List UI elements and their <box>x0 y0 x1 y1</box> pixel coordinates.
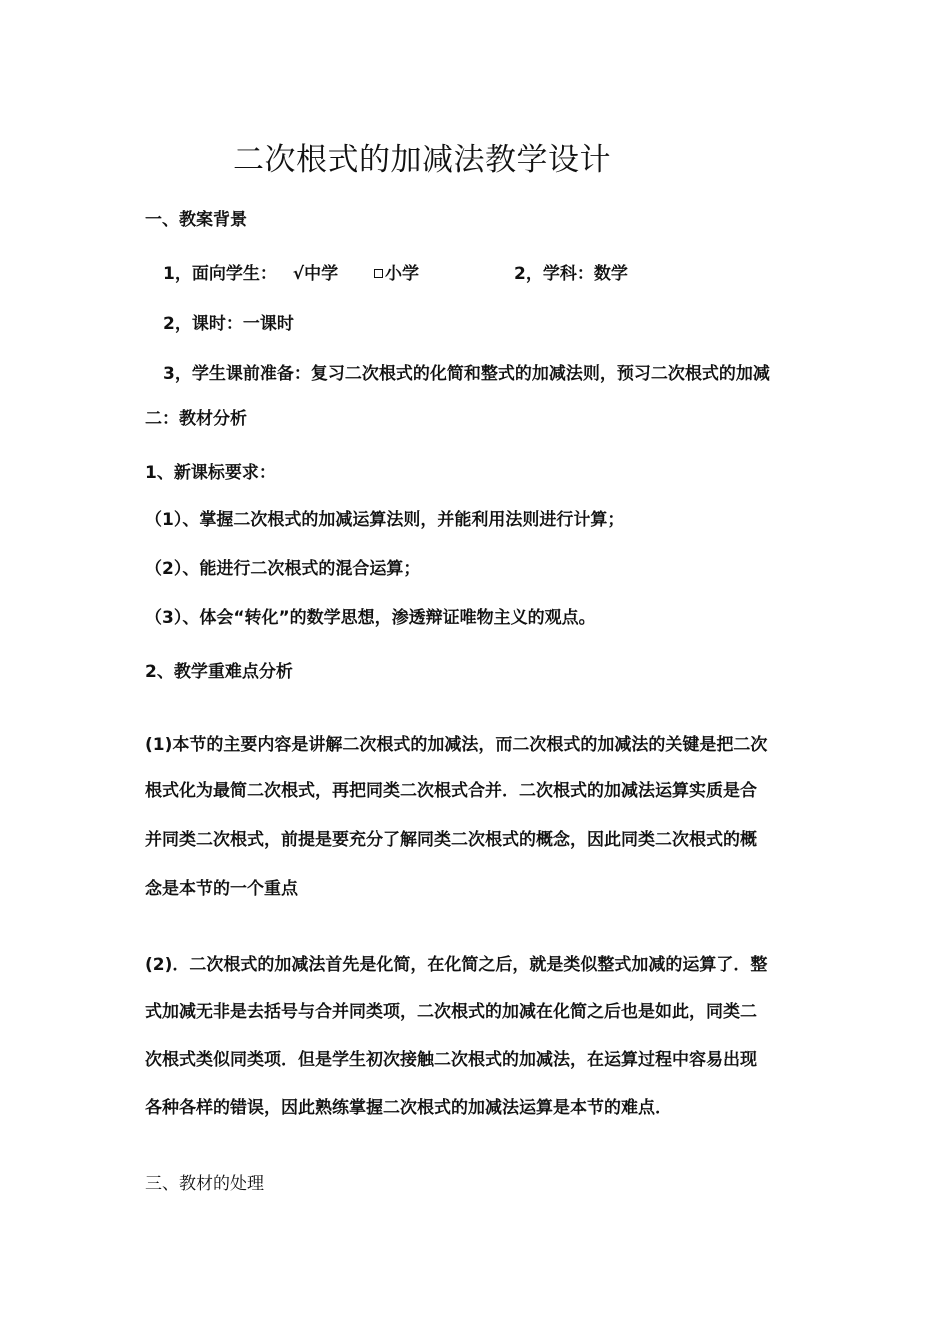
document-title: 二次根式的加减法教学设计 <box>233 142 611 178</box>
class-hours-line: 2，课时：一课时 <box>163 314 294 334</box>
target-students-line <box>163 262 419 286</box>
paragraph-1-line: 根式化为最简二次根式，再把同类二次根式合并．二次根式的加减法运算实质是合 <box>145 781 757 801</box>
subheading-key-difficulties: 2、教学重难点分析 <box>145 662 293 682</box>
checkbox-empty-icon <box>374 269 383 278</box>
requirement-3: （3）、体会“转化”的数学思想，渗透辩证唯物主义的观点。 <box>145 608 596 628</box>
section-heading-analysis: 二：教材分析 <box>145 409 247 429</box>
paragraph-2-line: 各种各样的错误，因此熟练掌握二次根式的加减法运算是本节的难点． <box>145 1098 672 1118</box>
subheading-curriculum-requirements: 1、新课标要求： <box>145 463 276 483</box>
requirement-2: （2）、能进行二次根式的混合运算； <box>145 559 421 579</box>
subject-line: 2，学科：数学 <box>514 264 628 284</box>
paragraph-2-line: 次根式类似同类项．但是学生初次接触二次根式的加减法，在运算过程中容易出现 <box>145 1050 757 1070</box>
paragraph-1-line: 并同类二次根式，前提是要充分了解同类二次根式的概念，因此同类二次根式的概 <box>145 830 757 850</box>
target-students-label: 1，面向学生： <box>163 264 277 284</box>
student-preparation-line: 3，学生课前准备：复习二次根式的化简和整式的加减法则，预习二次根式的加减 <box>163 364 770 384</box>
option-primary-label: 小学 <box>385 264 420 284</box>
requirement-1: （1）、掌握二次根式的加减运算法则，并能利用法则进行计算； <box>145 510 625 530</box>
paragraph-2-line: (2)．二次根式的加减法首先是化简，在化简之后，就是类似整式加减的运算了．整 <box>145 955 768 975</box>
paragraph-1-line: 念是本节的一个重点 <box>145 879 298 899</box>
section-heading-material-processing <box>145 1172 264 1196</box>
paragraph-2-line: 式加减无非是去括号与合并同类项，二次根式的加减在化简之后也是如此，同类二 <box>145 1002 757 1022</box>
section-heading-text: 三、教材的处理 <box>145 1174 264 1194</box>
option-primary-school <box>374 264 419 284</box>
paragraph-1-line: (1)本节的主要内容是讲解二次根式的加减法，而二次根式的加减法的关键是把二次 <box>145 735 768 755</box>
option-middle-school: √中学 <box>292 264 339 284</box>
section-heading-background: 一、教案背景 <box>145 210 247 230</box>
